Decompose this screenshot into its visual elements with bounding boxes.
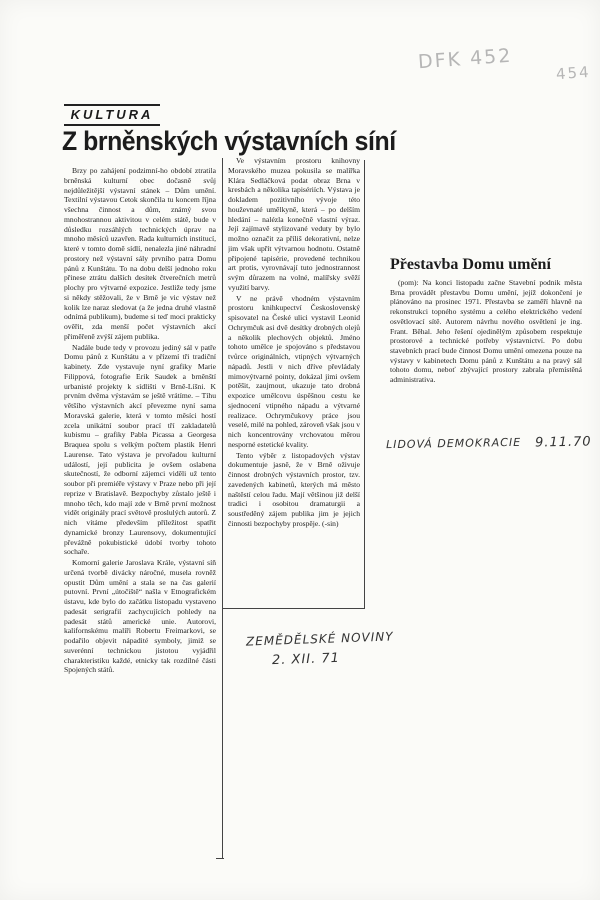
article-column-1 xyxy=(64,166,216,862)
column-box-rule xyxy=(222,608,365,609)
column-end-rule xyxy=(216,858,224,859)
column-divider xyxy=(222,158,223,858)
column-box-rule xyxy=(364,160,365,608)
handwritten-date: 9.11.70 xyxy=(534,434,592,451)
archive-mark-secondary: 454 xyxy=(555,62,592,84)
archive-mark: DFK 452 xyxy=(417,44,513,74)
paragraph: (pom): Na konci listopadu začne Stavební podnik města Brna provádět přestavbu Domu umění, jejíž dokončení je plánováno na prosinec 1971. Přestavba se zaměří hlavně na rekonstrukci topného systému a celého elektrického vedení osvětlovací sítě. Autorem návrhu nového osvětlení je ing. Frant. Běhal. Jeho řešení ojedinělým způsobem respektuje prostorové a technické potřeby výstavnictví. Po dobu stavebních prací bude činnost Domu umění omezena pouze na výstavy v kabinetech Domu pánů z Kunštátu a na pravý sál tohoto domu, neboť zbývající prostory zabrala přemístěná administrativa. xyxy=(390,278,582,385)
brief-headline: Přestavba Domu umění xyxy=(390,256,551,273)
article-column-2 xyxy=(228,156,360,612)
article-headline: Z brněnských výstavních síní xyxy=(62,126,396,156)
section-rubric: KULTURA xyxy=(64,104,160,126)
paragraph: Ve výstavním prostoru knihovny Moravského muzea pokusila se malířka Klára Sedláčková podat obraz Brna v kresbách a několika tapisériích. Výstava je dokladem pozitivního vývoje této houževnaté umělkyně, která – po delším hledání – nalézla konečně vlastní výraz. Její zajímavě stylizované veduty by bylo možno označit za příliš dekorativní, nelze jim však upřít výtvarnou hodnotu. Ostatně připojené tapisérie, provedené technikou art protis, vyrovnávají tuto jednostrannost svým důrazem na volné, malířsky svěží využití barvy. xyxy=(228,156,360,292)
paragraph: Nadále bude tedy v provozu jediný sál v patře Domu pánů z Kunštátu a v přízemí tři tradiční kabinety. Zde vystavuje nyní grafiky Marie Filippová, fotografie Erik Saudek a brněnští urbanisté projekty k sídlišti v Brně-Líšni. K prvním dvěma výstavám se ještě vrátíme. – Tíhu většího výstavních akcí převezme nyní sama Moravská galerie, která v tomto měsíci hostí zcela unikátní soubor prací tří zakladatelů kubismu – grafiky Pabla Picassa a Georgesa Braquea spolu s velkým počtem plastik Henri Laurense. Tato výstava je prvořadou kulturní událostí, její publicita je ovšem oslabena skutečností, že odborní zájemci viděli už tento soubor při premiéře výstavy v Praze nebo při její reprize v Bratislavě. Bezpochyby zůstalo ještě i mnoho těch, kdo mají zde v Brně první možnost vidět originály prací světově proslulých autorů. Z nich vítáme především příležitost spatřit dynamické bronzy Laurensovy, dokumentující převážně pokubistické údobí tvorby tohoto sochaře. xyxy=(64,342,216,557)
handwritten-source: ZEMĚDĚLSKÉ NOVINY xyxy=(245,629,394,649)
paragraph: Komorní galerie Jaroslava Krále, výstavní síň určená tvorbě divácky náročné, musela rovněž opustit Dům umění a stala se na čas galerií putovní. První „útočiště“ našla v Etnografickém ústavu, kde bylo do začátku listopadu vystaveno padesát serigrafií zachycujících pohledy na padesát států americké unie. Autorovi, kalifornskému malíři Robertu Freimarkovi, se podařilo objevit nápadité symboly, jimiž se suverénní technickou jistotou vyjádřil charakteristiku každé, etnicky tak rozdílné části Spojených států. xyxy=(64,558,216,675)
paragraph: Brzy po zahájení podzimní-ho období ztratila brněnská kulturní obec dočasně svůj nejdůležitější výstavní stánek – Dům umění. Textilní výstavou Cetok skončila tu koncem října všechna činnost a dům, známý svou mnohostrannou aktivitou v celém státě, bude v důsledku rozsáhlých technických úprav na mnoho měsíců uzavřen. Rada kulturních institucí, které v tomto domě sídlí, nenalezla jiné náhradní prostory než výstavní sály prvního patra Domu pánů z Kunštátu. To na dobu delší jednoho roku přinese ztrátu dalších desítek čtverečních metrů plochy pro výtvarné expozice. Jestliže tedy jsme si někdy stěžovali, že v Brně je vic výstav než kolik lze naraz sledovat (a že jedna druhé vlastně odnímá publikum), budeme si teď moci prakticky ověřit, zda menší počet výstavních akcí přiměřeně zvýší zájem publika. xyxy=(64,166,216,341)
handwritten-source: LIDOVÁ DEMOKRACIE xyxy=(385,435,522,452)
paragraph: Tento výběr z listopadových výstav dokumentuje jasně, že v Brně oživuje činnost drobných výstavních prostor, tzv. zavedených kabinetů, kterých má město naštěstí celou řadu. Mají většinou již delší tradici i osobitou dramaturgii a soustředěný zájem publika jim je jejich činnosti bezpochyby prospěje. (-sin) xyxy=(228,450,360,528)
brief-text xyxy=(390,278,582,385)
handwritten-date: 2. XII. 71 xyxy=(271,650,341,669)
paragraph: V ne právě vhodném výstavním prostoru knihkupectví Československý spisovatel na České ulici vystavil Leonid Ochrymčuk asi dvě desítky drobných olejů a několik plechových objektů. Jméno tohoto umělce je spojováno s představou tvůrce originálních, vtipných výtvarných nápadů. Jestli v nich dříve převládaly mimovýtvarné pointy, dokázal jimi ovšem potěšit, zaujmout, ukazuje tato drobná expozice umělcovu úspěšnou cestu ke sjednocení vtipného nápadu a výtvarné realizace. Ochrymčukovy práce jsou veselé, milé na pohled, zároveň však jsou v nich koncentrovány vrchovatou měrou nesporné estetické kvality. xyxy=(228,293,360,449)
